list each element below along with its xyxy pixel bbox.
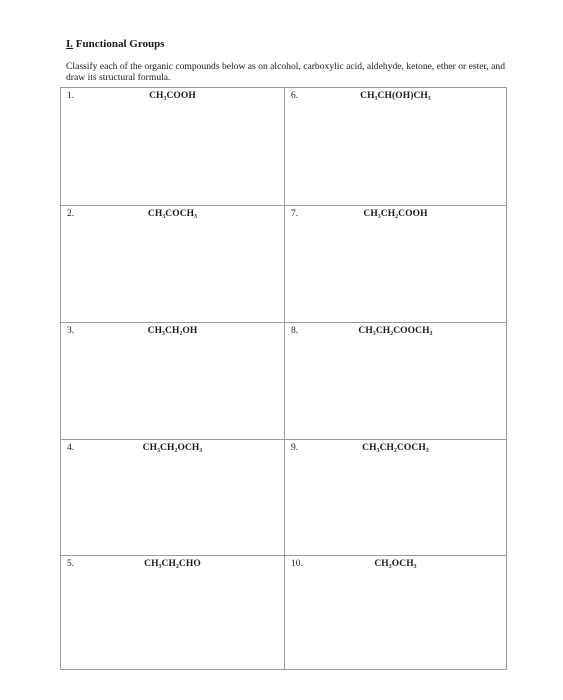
compound-formula: CH₃CH(OH)CH₃ <box>360 91 431 101</box>
compound-number: 4. <box>67 443 75 453</box>
compound-number: 6. <box>291 91 299 101</box>
compound-formula: CH₃CH₂COOCH₃ <box>358 326 433 336</box>
compound-number: 7. <box>291 209 299 219</box>
compound-formula: CH₃CH₂OH <box>147 326 198 336</box>
compound-formula: CH₃CH₂COOH <box>363 209 428 219</box>
instructions-text: Classify each of the organic compounds below as on alcohol, carboxylic acid, aldehyde, ketone, ether or ester, and draw its structural formula. <box>66 61 506 83</box>
compound-cell[interactable] <box>285 440 506 556</box>
compound-cell[interactable] <box>285 556 506 669</box>
compound-formula: CH₃COOH <box>149 91 196 101</box>
compound-formula: CH₃OCH₃ <box>374 559 417 569</box>
section-heading <box>66 38 165 50</box>
compounds-table <box>60 87 507 670</box>
compound-number: 9. <box>291 443 299 453</box>
compound-cell[interactable] <box>61 206 285 323</box>
section-numeral: I. <box>66 38 74 50</box>
compound-cell[interactable] <box>61 440 285 556</box>
compound-cell[interactable] <box>61 556 285 669</box>
compound-number: 1. <box>67 91 75 101</box>
compound-number: 2. <box>67 209 75 219</box>
compound-cell[interactable] <box>61 323 285 440</box>
compound-formula: CH₃CH₂OCH₃ <box>142 443 203 453</box>
compound-cell[interactable] <box>285 88 506 206</box>
compound-cell[interactable] <box>285 206 506 323</box>
compound-number: 10. <box>291 559 303 569</box>
section-title: Functional Groups <box>75 38 165 50</box>
compound-cell[interactable] <box>285 323 506 440</box>
compound-number: 5. <box>67 559 75 569</box>
compound-formula: CH₃CH₂COCH₃ <box>362 443 429 453</box>
compound-number: 3. <box>67 326 75 336</box>
compound-number: 8. <box>291 326 299 336</box>
compound-cell[interactable] <box>61 88 285 206</box>
compound-formula: CH₃COCH₃ <box>147 209 198 219</box>
compound-formula: CH₃CH₂CHO <box>144 559 201 569</box>
